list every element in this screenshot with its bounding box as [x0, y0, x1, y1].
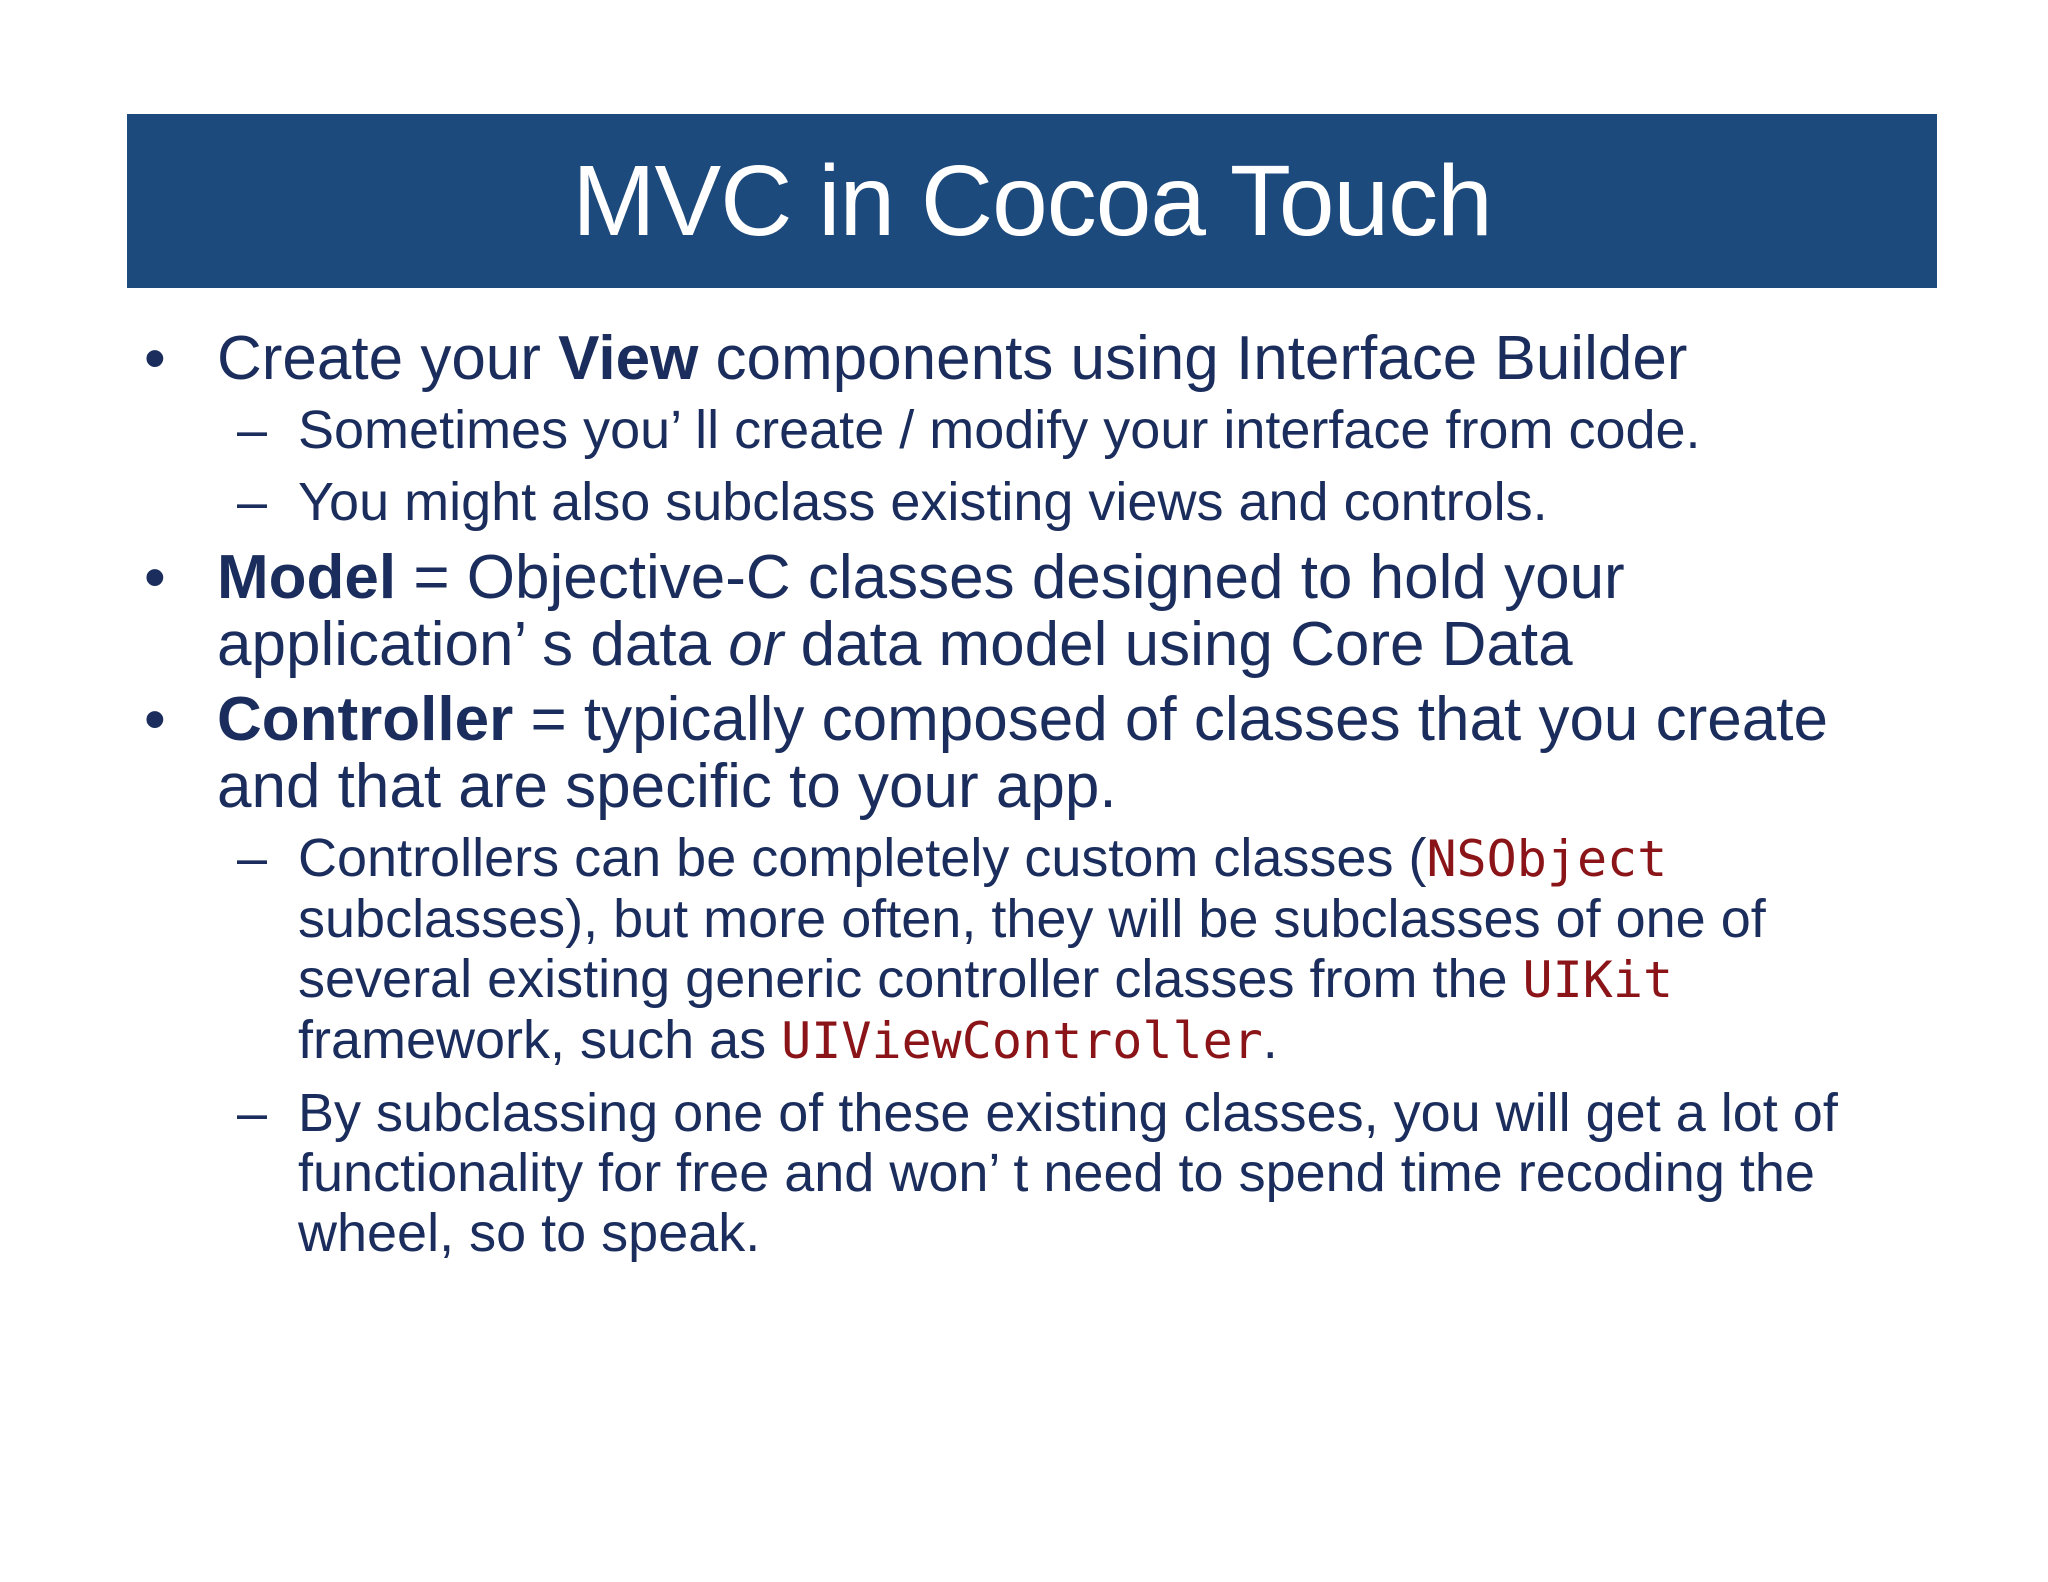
bullet-dot: • [144, 685, 166, 754]
sub-dash: – [237, 1083, 268, 1143]
sub-dash: – [237, 400, 268, 460]
code-nsobject: NSObject [1426, 830, 1668, 888]
code-uikit: UIKit [1522, 951, 1674, 1009]
title-bar [127, 114, 1937, 288]
code-uiviewcontroller: UIViewController [781, 1012, 1263, 1070]
slide-title: MVC in Cocoa Touch [572, 145, 1492, 257]
bullet-controller: • Controller = typically composed of classes that you create and that are specific to your app. [144, 685, 1828, 821]
sub-list-controller [140, 828, 1940, 1263]
sub-dash: – [237, 828, 268, 888]
bullet-dot: • [144, 324, 166, 393]
sub-dash: – [237, 472, 268, 532]
slide-content [140, 325, 1940, 1275]
bullet-dot: • [144, 543, 166, 612]
keyword-model: Model [217, 543, 397, 612]
sub-item: – By subclassing one of these existing classes, you will get a lot of functionality for free and won’ t need to spend time recoding the wheel, so to speak. [237, 1083, 1838, 1263]
sub-item: – Sometimes you’ ll create / modify your interface from code. [237, 400, 1701, 460]
sub-item: – You might also subclass existing views and controls. [237, 472, 1548, 532]
bullet-model: • Model = Objective-C classes designed to hold your application’ s data or data model using Core Data [144, 543, 1625, 679]
keyword-controller: Controller [217, 685, 514, 754]
keyword-view: View [558, 324, 699, 393]
sub-item: – Controllers can be completely custom classes (NSObject subclasses), but more often, they will be subclasses of one of several existing generic controller classes from the UIKit framework, such as UIViewController. [237, 828, 1766, 1070]
bullet-view: • Create your View components using Interface Builder [144, 324, 1688, 393]
sub-list-view [140, 400, 1940, 532]
